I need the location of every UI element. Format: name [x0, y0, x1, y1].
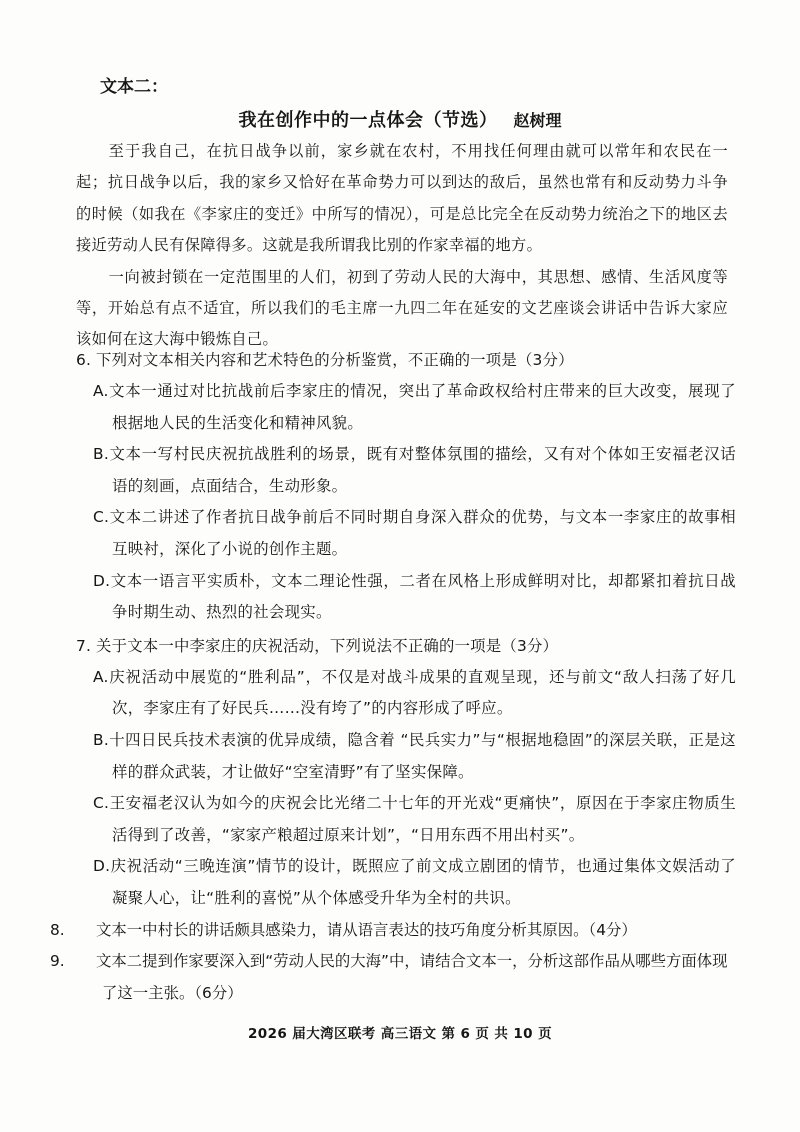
question-7-option-b [93, 725, 736, 788]
option-letter: A. [93, 667, 109, 686]
question-6-stem [76, 345, 736, 376]
option-letter: C. [93, 794, 110, 813]
question-6-option-d [93, 566, 736, 629]
question-6-option-a [93, 376, 736, 439]
option-letter: A. [93, 382, 109, 400]
section-label: 文本二： [100, 77, 168, 97]
question-text: 下列对文本相关内容和艺术特色的分析鉴赏，不正确的一项是（3分） [96, 351, 574, 369]
article-paragraph: 至于我自己，在抗日战争以前，家乡就在农村，不用找任何理由就可以常年和农民在一起；抗日战争以后，我的家乡又恰好在革命势力可以到达的敌后，虽然也常有和反动势力斗争的时候（如我在《李家庄的变迁》中所写的情况），可是总比完全在反动势力统治之下的地区去接近劳动人民有保障得多。这就是我所谓我比别的作家幸福的地方。 [76, 142, 728, 255]
question-text: 文本一中村长的讲话颇具感染力，请从语言表达的技巧角度分析其原因。（4分） [96, 920, 637, 939]
question-8 [50, 915, 736, 947]
option-letter: B. [93, 445, 110, 464]
question-6-option-c [93, 502, 736, 565]
question-text: 关于文本一中李家庄的庆祝活动，下列说法不正确的一项是（3分） [96, 636, 559, 655]
article-heading [0, 106, 800, 132]
option-text: 王安福老汉认为如今的庆祝会比光绪二十七年的开光戏“更痛快”，原因在于李家庄物质生活得到了改善，“家家产粮超过原来计划”，“日用东西不用出村买”。 [109, 794, 736, 844]
option-letter: C. [93, 508, 110, 527]
question-number: 6. [76, 351, 92, 369]
question-7-stem [76, 631, 736, 662]
option-letter: D. [93, 571, 111, 590]
question-number: 8. [50, 920, 65, 939]
option-letter: B. [93, 730, 110, 749]
question-number: 7. [76, 636, 92, 655]
question-7-option-c [93, 788, 736, 851]
question-7-option-d [93, 851, 736, 914]
option-text: 文本一写村民庆祝抗战胜利的场景，既有对整体氛围的描绘，又有对个体如王安福老汉话语的刻画，点面结合，生动形象。 [109, 445, 736, 495]
option-text: 庆祝活动中展览的“胜利品”，不仅是对战斗成果的直观呈现，还与前文“敌人扫荡了好几次，李家庄有了好民兵……没有垮了”的内容形成了呼应。 [108, 667, 736, 718]
option-text: 文本一语言平实质朴，文本二理论性强，二者在风格上形成鲜明对比，却都紧扣着抗日战争时期生动、热烈的社会现实。 [110, 571, 736, 622]
article-paragraph: 一向被封锁在一定范围里的人们，初到了劳动人民的大海中，其思想、感情、生活风度等等，开始总有点不适宜，所以我们的毛主席一九四二年在延安的文艺座谈会讲话中告诉大家应该如何在这大海中锻炼自己。 [76, 267, 728, 349]
option-text: 十四日民兵技术表演的优异成绩，隐含着 “民兵实力”与“根据地稳固”的深层关联，正是这样的群众武装，才让做好“空室清野”有了坚实保障。 [109, 730, 736, 781]
question-text: 文本二提到作家要深入到“劳动人民的大海”中，请结合文本一，分析这部作品从哪些方面体现了这一主张。（6分） [96, 952, 728, 1002]
option-letter: D. [93, 857, 111, 876]
option-text: 文本二讲述了作者抗日战争前后不同时期自身深入群众的优势，与文本一李家庄的故事相互映衬，深化了小说的创作主题。 [109, 508, 736, 558]
question-list [50, 345, 736, 1009]
question-9 [50, 946, 736, 1009]
article-title: 我在创作中的一点体会（节选） [238, 110, 498, 131]
article-author: 赵树理 [513, 111, 562, 130]
page-footer: 2026 届大湾区联考 高三语文 第 6 页 共 10 页 [248, 1026, 552, 1042]
question-7-option-a [93, 662, 736, 725]
option-text: 文本一通过对比抗战前后李家庄的情况，突出了革命政权给村庄带来的巨大改变，展现了根据地人民的生活变化和精神风貌。 [108, 382, 736, 432]
question-6-option-b [93, 439, 736, 502]
article-body [76, 136, 728, 356]
question-number: 9. [50, 952, 65, 971]
option-text: 庆祝活动“三晚连演”情节的设计，既照应了前文成立剧团的情节，也通过集体文娱活动了凝聚人心，让“胜利的喜悦”从个体感受升华为全村的共识。 [110, 857, 736, 907]
